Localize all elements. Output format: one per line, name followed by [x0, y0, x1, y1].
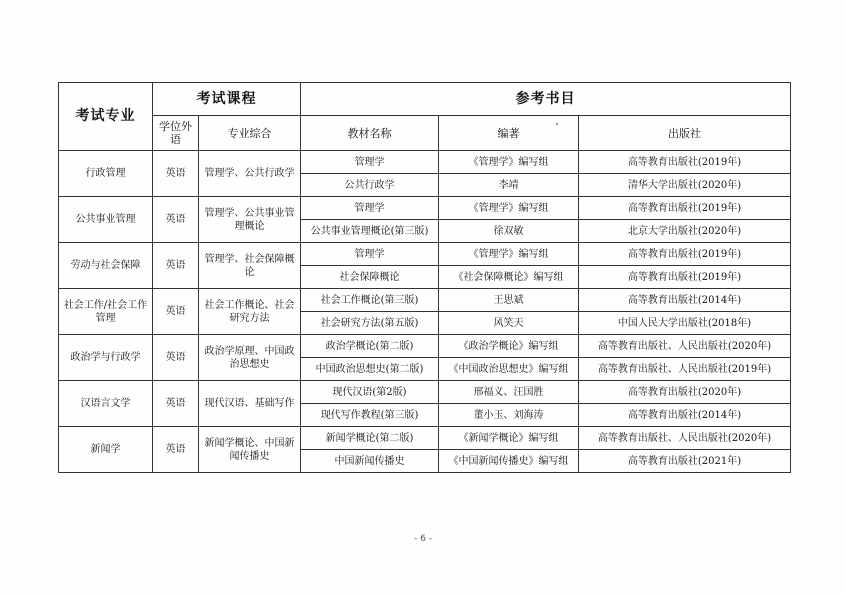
cell-author: 《中国新闻传播史》编写组 — [439, 450, 579, 473]
header-textbook: 教材名称 — [301, 116, 439, 151]
header-row-1 — [59, 83, 791, 116]
cell-textbook: 管理学 — [301, 197, 439, 220]
cell-textbook: 中国政治思想史(第二版) — [301, 358, 439, 381]
header-publisher: 出版社 — [579, 116, 791, 151]
cell-textbook: 政治学概论(第二版) — [301, 335, 439, 358]
cell-major: 新闻学 — [59, 427, 153, 473]
cell-author: 《中国政治思想史》编写组 — [439, 358, 579, 381]
cell-author: 《管理学》编写组 — [439, 197, 579, 220]
cell-publisher: 高等教育出版社(2019年) — [579, 266, 791, 289]
cell-comprehensive: 政治学原理、中国政治思想史 — [199, 335, 301, 381]
cell-major: 劳动与社会保障 — [59, 243, 153, 289]
cell-comprehensive: 管理学、社会保障概论 — [199, 243, 301, 289]
cell-major: 社会工作/社会工作管理 — [59, 289, 153, 335]
table-row — [59, 151, 791, 174]
cell-publisher: 高等教育出版社(2019年) — [579, 197, 791, 220]
exam-reference-table — [58, 82, 791, 473]
cell-publisher: 高等教育出版社(2020年) — [579, 381, 791, 404]
cell-comprehensive: 管理学、公共行政学 — [199, 151, 301, 197]
cell-textbook: 社会研究方法(第五版) — [301, 312, 439, 335]
cell-author: 徐双敏 — [439, 220, 579, 243]
cell-publisher: 高等教育出版社(2021年) — [579, 450, 791, 473]
header-author: 编著 — [439, 116, 579, 151]
cell-author: 李靖 — [439, 174, 579, 197]
table-row — [59, 243, 791, 266]
cell-author: 风笑天 — [439, 312, 579, 335]
cell-textbook: 现代汉语(第2版) — [301, 381, 439, 404]
cell-author: 《管理学》编写组 — [439, 243, 579, 266]
cell-major: 政治学与行政学 — [59, 335, 153, 381]
cell-comprehensive: 新闻学概论、中国新闻传播史 — [199, 427, 301, 473]
cell-major: 行政管理 — [59, 151, 153, 197]
cell-textbook: 管理学 — [301, 151, 439, 174]
cell-textbook: 公共行政学 — [301, 174, 439, 197]
cell-textbook: 社会保障概论 — [301, 266, 439, 289]
header-comprehensive: 专业综合 — [199, 116, 301, 151]
cell-comprehensive: 现代汉语、基础写作 — [199, 381, 301, 427]
table-row — [59, 197, 791, 220]
cell-comprehensive: 社会工作概论、社会研究方法 — [199, 289, 301, 335]
cell-textbook: 社会工作概论(第三版) — [301, 289, 439, 312]
cell-publisher: 高等教育出版社(2019年) — [579, 243, 791, 266]
cell-publisher: 高等教育出版社(2014年) — [579, 289, 791, 312]
cell-comprehensive: 管理学、公共事业管理概论 — [199, 197, 301, 243]
cell-textbook: 新闻学概论(第二版) — [301, 427, 439, 450]
table-row — [59, 289, 791, 312]
cell-publisher: 高等教育出版社(2019年) — [579, 151, 791, 174]
cell-language: 英语 — [153, 243, 199, 289]
cell-publisher: 高等教育出版社(2014年) — [579, 404, 791, 427]
cell-author: 《新闻学概论》编写组 — [439, 427, 579, 450]
cell-language: 英语 — [153, 151, 199, 197]
cell-textbook: 现代写作教程(第三版) — [301, 404, 439, 427]
header-references: 参考书目 — [301, 83, 791, 116]
cell-author: 董小玉、刘海涛 — [439, 404, 579, 427]
header-major: 考试专业 — [59, 83, 153, 151]
cell-publisher: 高等教育出版社、人民出版社(2020年) — [579, 427, 791, 450]
cell-author: 王思斌 — [439, 289, 579, 312]
cell-author: 《政治学概论》编写组 — [439, 335, 579, 358]
table-row — [59, 335, 791, 358]
cell-language: 英语 — [153, 197, 199, 243]
cell-author: 《管理学》编写组 — [439, 151, 579, 174]
cell-major: 公共事业管理 — [59, 197, 153, 243]
cell-author: 邢福义、汪国胜 — [439, 381, 579, 404]
table-row — [59, 381, 791, 404]
cell-major: 汉语言文学 — [59, 381, 153, 427]
cell-publisher: 高等教育出版社、人民出版社(2019年) — [579, 358, 791, 381]
header-courses: 考试课程 — [153, 83, 301, 116]
cell-textbook: 公共事业管理概论(第三版) — [301, 220, 439, 243]
cell-textbook: 中国新闻传播史 — [301, 450, 439, 473]
cell-textbook: 管理学 — [301, 243, 439, 266]
page-number: - 6 - — [414, 534, 432, 544]
cell-publisher: 高等教育出版社、人民出版社(2020年) — [579, 335, 791, 358]
cell-language: 英语 — [153, 381, 199, 427]
table-row — [59, 427, 791, 450]
cell-publisher: 中国人民大学出版社(2018年) — [579, 312, 791, 335]
scan-speck — [556, 123, 558, 125]
cell-language: 英语 — [153, 289, 199, 335]
cell-publisher: 北京大学出版社(2020年) — [579, 220, 791, 243]
header-row-2 — [59, 116, 791, 151]
cell-author: 《社会保障概论》编写组 — [439, 266, 579, 289]
cell-publisher: 清华大学出版社(2020年) — [579, 174, 791, 197]
header-language: 学位外语 — [153, 116, 199, 151]
cell-language: 英语 — [153, 427, 199, 473]
cell-language: 英语 — [153, 335, 199, 381]
